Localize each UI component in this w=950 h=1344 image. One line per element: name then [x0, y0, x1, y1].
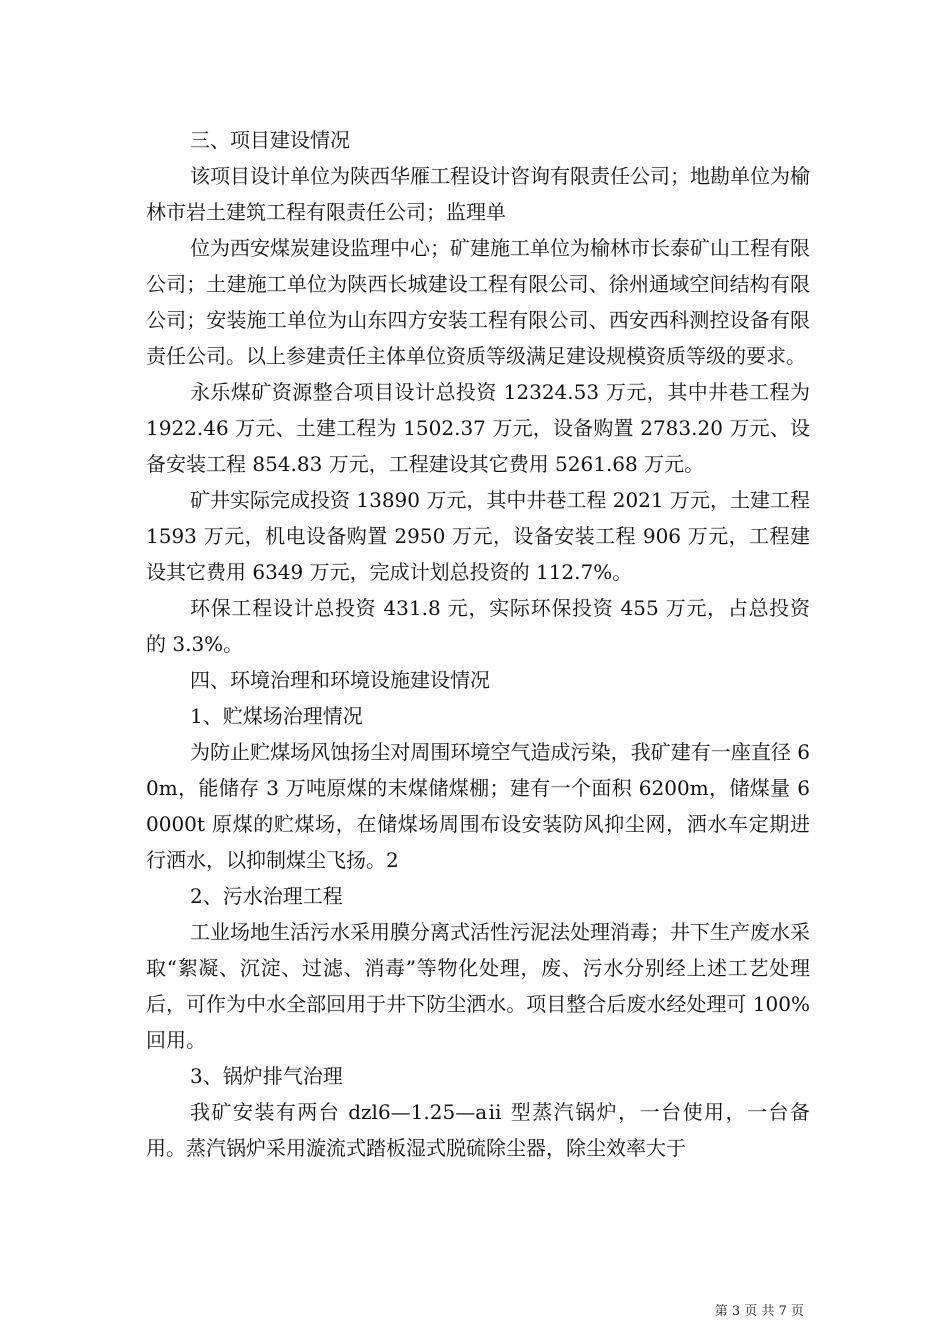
paragraph-design-investment: 永乐煤矿资源整合项目设计总投资 12324.53 万元，其中井巷工程为 1922.46 万元、土建工程为 1502.37 万元，设备购置 2783.20 万元、设备安装工程 854.83 万元，工程建设其它费用 5261.68 万元。	[146, 380, 810, 476]
paragraph-construction-units: 位为西安煤炭建设监理中心；矿建施工单位为榆林市长泰矿山工程有限公司；土建施工单位为陕西长城建设工程有限公司、徐州通域空间结构有限公司；安装施工单位为山东四方安装工程有限公司、西安西科测控设备有限责任公司。以上参建责任主体单位资质等级满足建设规模资质等级的要求。	[146, 236, 810, 368]
paragraph-actual-investment: 矿井实际完成投资 13890 万元，其中井巷工程 2021 万元，土建工程 1593 万元，机电设备购置 2950 万元，设备安装工程 906 万元，工程建设其它费用 6349 万元，完成计划总投资的 112.7%。	[146, 488, 810, 584]
subheading-sewage-treatment: 2、污水治理工程	[190, 884, 343, 908]
paragraph-boiler-exhaust: 我矿安装有两台 dzl6—1.25—aⅱ 型蒸汽锅炉，一台使用，一台备用。蒸汽锅炉采用漩流式踏板湿式脱硫除尘器，除尘效率大于	[146, 1100, 810, 1160]
document-body	[146, 122, 810, 1166]
page-number-footer: 第 3 页 共 7 页	[714, 1304, 804, 1319]
paragraph-design-units: 该项目设计单位为陕西华雁工程设计咨询有限责任公司；地勘单位为榆林市岩土建筑工程有限责任公司；监理单	[146, 164, 810, 224]
section-heading-project-construction: 三、项目建设情况	[190, 128, 350, 152]
subheading-coal-storage: 1、贮煤场治理情况	[190, 704, 363, 728]
subheading-boiler-exhaust: 3、锅炉排气治理	[190, 1064, 343, 1088]
paragraph-coal-storage: 为防止贮煤场风蚀扬尘对周围环境空气造成污染，我矿建有一座直径 60m，能储存 3 万吨原煤的末煤储煤棚；建有一个面积 6200m，储煤量 60000t 原煤的贮煤场，在储煤场周围布设安装防风抑尘网，洒水车定期进行洒水，以抑制煤尘飞扬。2	[146, 740, 810, 872]
paragraph-sewage-treatment: 工业场地生活污水采用膜分离式活性污泥法处理消毒；井下生产废水采取“絮凝、沉淀、过滤、消毒”等物化处理，废、污水分别经上述工艺处理后，可作为中水全部回用于井下防尘洒水。项目整合后废水经处理可 100%回用。	[146, 920, 810, 1052]
section-heading-environmental-governance: 四、环境治理和环境设施建设情况	[190, 668, 490, 692]
paragraph-environmental-investment: 环保工程设计总投资 431.8 元，实际环保投资 455 万元，占总投资的 3.3%。	[146, 596, 810, 656]
